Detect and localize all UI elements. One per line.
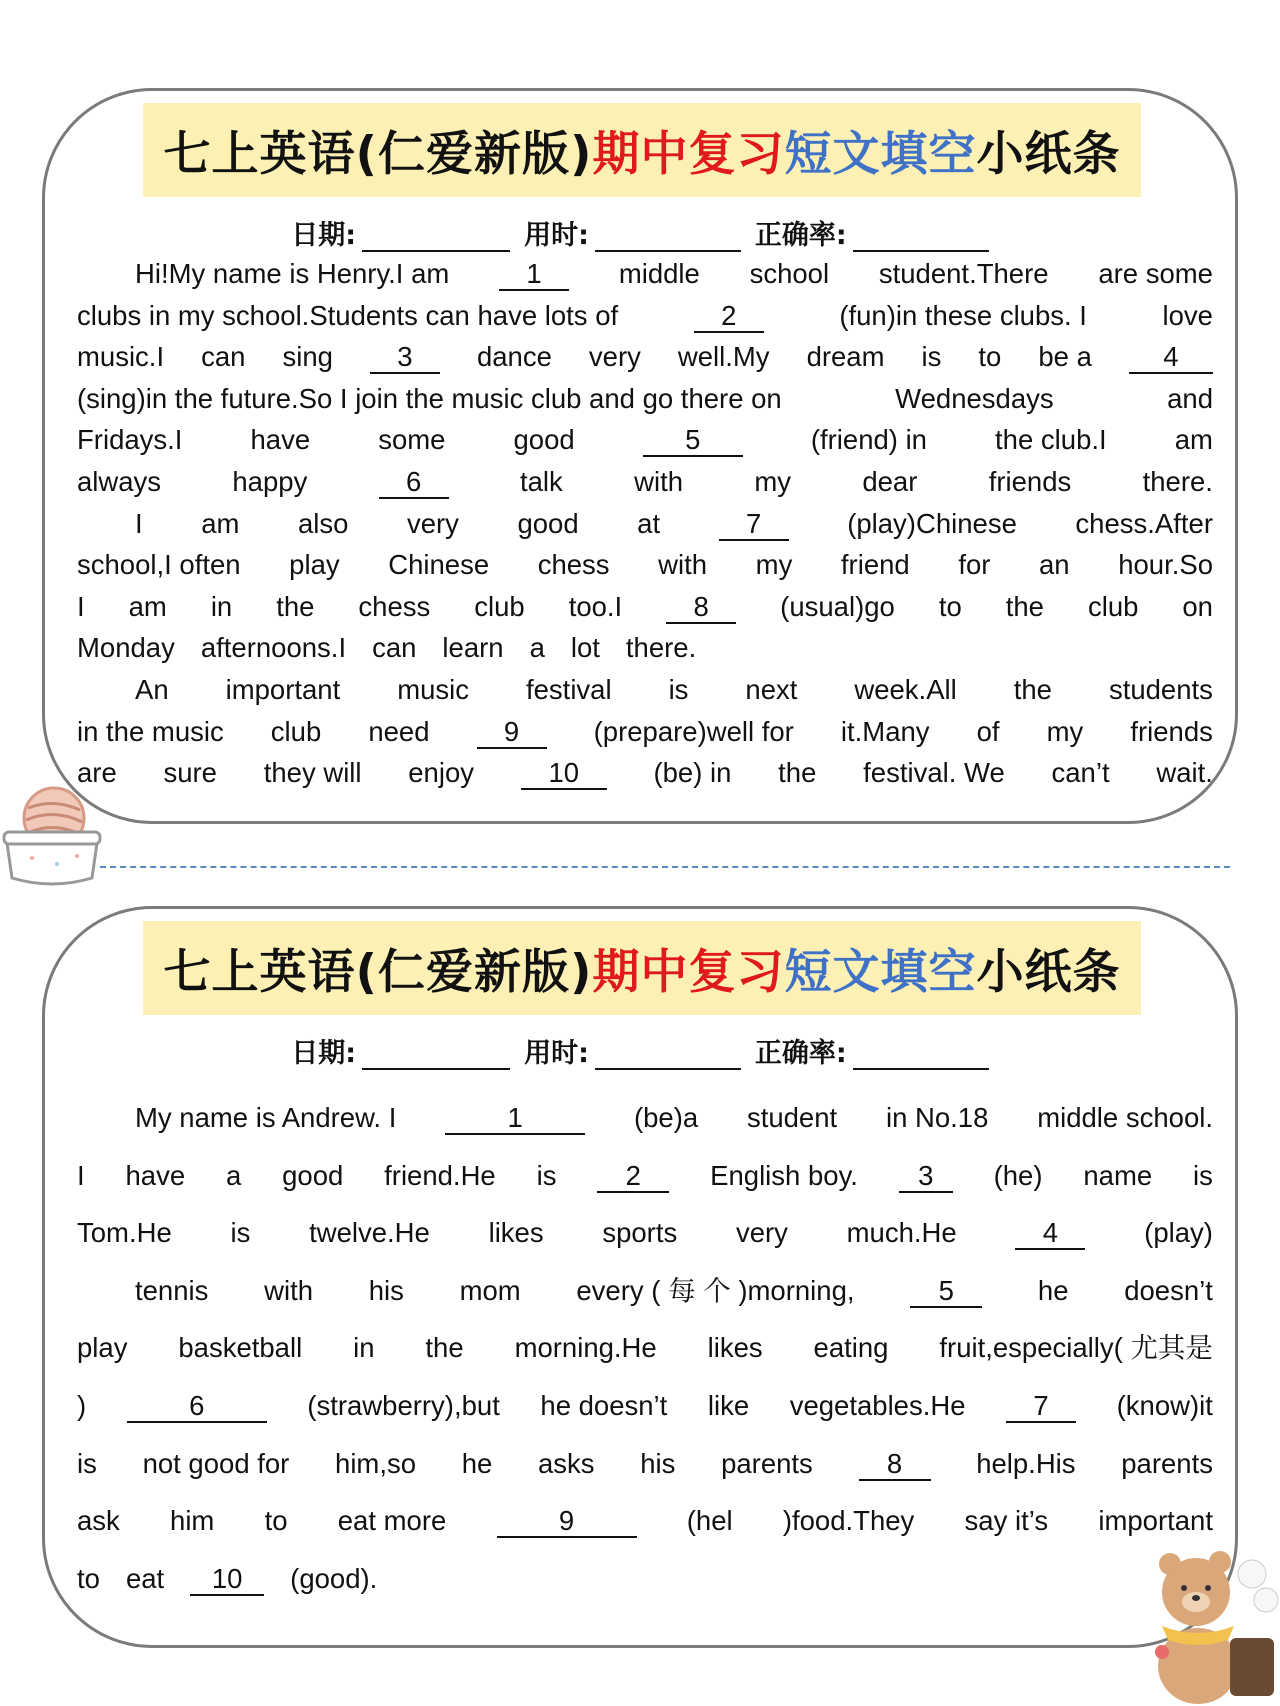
passage-word: learn <box>442 632 504 664</box>
answer-blank-3[interactable]: 3 <box>370 342 440 374</box>
title-part-4: 小纸条 <box>976 944 1121 1000</box>
passage-word: play <box>77 1332 128 1364</box>
passage-word: enjoy <box>408 757 475 789</box>
passage-word: important <box>225 673 341 705</box>
passage-word: likes <box>488 1217 544 1249</box>
passage-line <box>77 461 1213 503</box>
answer-blank-7[interactable]: 7 <box>719 509 789 541</box>
passage-word: good <box>282 1159 344 1191</box>
passage-word: can’t <box>1051 757 1110 789</box>
passage-line <box>77 295 1213 337</box>
passage-1 <box>77 253 1213 794</box>
answer-blank-6[interactable]: 6 <box>127 1391 267 1423</box>
passage-line <box>77 711 1213 753</box>
passage-line <box>77 627 1213 669</box>
passage-word: too.I <box>568 590 623 622</box>
passage-word: chess <box>358 590 431 622</box>
passage-word: students <box>1108 673 1213 705</box>
passage-word: much.He <box>846 1217 957 1249</box>
passage-word: (he) <box>993 1159 1043 1191</box>
passage-word: is <box>1193 1159 1213 1191</box>
passage-line <box>77 1262 1213 1320</box>
meta-row <box>45 1031 1235 1070</box>
time-field <box>524 1031 741 1070</box>
passage-line <box>77 1550 1213 1608</box>
passage-word: with <box>658 549 708 581</box>
passage-word: parents <box>1121 1447 1213 1479</box>
passage-word: middle <box>618 258 700 289</box>
passage-word: friends <box>1130 715 1213 747</box>
worksheet-card-1 <box>42 88 1238 824</box>
passage-word: next <box>745 673 798 705</box>
answer-blank-8[interactable]: 8 <box>859 1449 931 1481</box>
passage-word: my <box>1046 715 1084 747</box>
passage-word: (fun)in these clubs. I <box>839 299 1087 331</box>
title-part-3: 短文填空 <box>784 126 977 182</box>
passage-line <box>77 1204 1213 1262</box>
passage-word: are some <box>1098 258 1213 289</box>
passage-word: he doesn’t <box>540 1389 668 1421</box>
time-label: 用时: <box>524 1038 589 1069</box>
passage-word: (prepare)well for <box>593 715 794 747</box>
passage-word: festival <box>526 673 612 705</box>
passage-word: I <box>77 590 85 622</box>
passage-word: club <box>1087 590 1139 622</box>
passage-word: ) <box>77 1389 87 1421</box>
passage-word: to <box>978 341 1002 373</box>
passage-word: chess.After <box>1075 507 1213 539</box>
date-field <box>291 213 510 252</box>
passage-word: friend.He <box>384 1159 496 1191</box>
passage-word: (sing)in the future.So I join the music club and go there on <box>77 382 782 414</box>
passage-word: sports <box>602 1217 678 1249</box>
passage-word: they will <box>263 757 362 789</box>
passage-word: Chinese <box>388 549 490 581</box>
passage-word: (play) <box>1144 1217 1213 1249</box>
date-field <box>291 1031 510 1070</box>
bear-sticker-icon <box>1148 1540 1280 1706</box>
passage-word: eat <box>125 1562 165 1594</box>
passage-word: am <box>201 507 240 539</box>
passage-word: the <box>778 757 817 789</box>
passage-word: Hi!My name is Henry.I am <box>135 258 450 289</box>
passage-word: not good for <box>142 1447 290 1479</box>
passage-word: hour.So <box>1118 549 1213 581</box>
passage-word: Tom.He <box>77 1217 172 1249</box>
passage-word: (usual)go <box>780 590 895 622</box>
passage-word: friend <box>840 549 910 581</box>
passage-word: twelve.He <box>309 1217 430 1249</box>
passage-word: good <box>513 424 575 456</box>
answer-blank-1[interactable]: 1 <box>499 259 569 291</box>
passage-word: play <box>289 549 340 581</box>
answer-blank-5[interactable]: 5 <box>643 425 743 457</box>
passage-word: is <box>230 1217 251 1249</box>
passage-word: well.My <box>677 341 770 373</box>
accuracy-field <box>755 213 989 252</box>
passage-word: talk <box>519 465 563 497</box>
passage-word: I <box>77 1159 85 1191</box>
passage-word: with <box>634 465 684 497</box>
passage-word: always <box>77 465 162 497</box>
passage-word: (be)a <box>633 1102 699 1133</box>
passage-word: can <box>201 341 246 373</box>
time-label: 用时: <box>524 220 589 251</box>
passage-word: mom <box>459 1274 521 1306</box>
passage-word: love <box>1162 299 1213 331</box>
passage-word: him <box>170 1505 215 1537</box>
passage-word: am <box>128 590 167 622</box>
passage-word: help.His <box>976 1447 1076 1479</box>
passage-word: club <box>474 590 525 622</box>
answer-blank-1[interactable]: 1 <box>445 1103 585 1135</box>
dashed-divider <box>100 866 1230 868</box>
time-blank[interactable] <box>595 1042 741 1070</box>
title-part-2: 期中复习 <box>592 944 785 1000</box>
passage-line <box>77 586 1213 628</box>
passage-word: very <box>588 341 641 373</box>
passage-word: student.There <box>878 258 1049 289</box>
passage-word: to <box>77 1562 100 1594</box>
passage-word: can <box>372 632 417 664</box>
passage-word: school,I often <box>77 549 241 581</box>
answer-blank-4[interactable]: 4 <box>1129 342 1213 374</box>
passage-line <box>77 1377 1213 1435</box>
answer-blank-5[interactable]: 5 <box>910 1276 982 1308</box>
passage-line <box>77 669 1213 711</box>
answer-blank-2[interactable]: 2 <box>694 301 764 333</box>
passage-word: school <box>749 258 830 289</box>
passage-word: need <box>368 715 430 747</box>
passage-word: dear <box>862 465 918 497</box>
passage-word: on <box>1182 590 1213 622</box>
passage-word: him,so <box>335 1447 417 1479</box>
passage-word: Fridays.I <box>77 424 183 456</box>
passage-word: for <box>958 549 991 581</box>
accuracy-blank[interactable] <box>853 224 989 252</box>
passage-word: with <box>264 1274 313 1306</box>
passage-word: wait. <box>1156 757 1213 789</box>
passage-word: is <box>536 1159 557 1191</box>
passage-word: like <box>707 1389 750 1421</box>
passage-word: the club.I <box>995 424 1107 456</box>
passage-word: is <box>77 1447 97 1479</box>
passage-line <box>77 752 1213 794</box>
passage-word: (friend) in <box>810 424 927 456</box>
passage-word: sure <box>163 757 217 789</box>
passage-word: the <box>1005 590 1044 622</box>
accuracy-blank[interactable] <box>853 1042 989 1070</box>
worksheet-title <box>143 103 1141 197</box>
passage-word: middle school. <box>1037 1102 1213 1133</box>
passage-word: (hel <box>686 1505 733 1537</box>
passage-word: eat more <box>337 1505 447 1537</box>
passage-line <box>77 1147 1213 1205</box>
passage-word: to <box>264 1505 288 1537</box>
passage-line <box>77 544 1213 586</box>
passage-word: every ( 每 个 )morning, <box>576 1274 855 1306</box>
passage-word: the <box>425 1332 464 1364</box>
passage-line <box>77 1089 1213 1147</box>
passage-word: in No.18 <box>885 1102 989 1133</box>
passage-word: in <box>210 590 233 622</box>
passage-word: have <box>125 1159 186 1191</box>
passage-word: of <box>976 715 1000 747</box>
passage-word: friends <box>988 465 1072 497</box>
date-label: 日期: <box>291 1038 357 1069</box>
passage-word: (be) in <box>653 757 732 789</box>
passage-line <box>77 253 1213 295</box>
passage-word: morning.He <box>514 1332 657 1364</box>
passage-line <box>77 1492 1213 1550</box>
passage-line <box>77 419 1213 461</box>
answer-blank-6[interactable]: 6 <box>379 467 449 499</box>
passage-word: also <box>297 507 349 539</box>
answer-blank-2[interactable]: 2 <box>597 1161 669 1193</box>
passage-word: chess <box>537 549 610 581</box>
passage-word: tennis <box>135 1274 209 1306</box>
passage-word: An <box>135 673 169 705</box>
title-part-2: 期中复习 <box>592 126 785 182</box>
passage-word: it.Many <box>840 715 930 747</box>
passage-word: his <box>368 1274 404 1306</box>
passage-word: are <box>77 757 117 789</box>
answer-blank-4[interactable]: 4 <box>1015 1218 1085 1250</box>
answer-blank-9[interactable]: 9 <box>477 717 547 749</box>
answer-blank-9[interactable]: 9 <box>497 1506 637 1538</box>
passage-word: (good). <box>290 1562 378 1594</box>
passage-word: his <box>640 1447 676 1479</box>
title-part-1: 七上英语(仁爱新版) <box>163 944 593 1000</box>
passage-word: asks <box>538 1447 595 1479</box>
time-blank[interactable] <box>595 224 741 252</box>
passage-2 <box>77 1089 1213 1607</box>
passage-word: is <box>668 673 689 705</box>
passage-word: fruit,especially( 尤其是 <box>939 1332 1213 1364</box>
passage-word: and <box>1167 382 1213 414</box>
passage-line <box>77 336 1213 378</box>
date-label: 日期: <box>291 220 357 251</box>
passage-word: music.I <box>77 341 165 373</box>
passage-word: sing <box>282 341 333 373</box>
passage-word: very <box>406 507 459 539</box>
passage-word: Wednesdays <box>895 382 1054 414</box>
passage-word: is <box>921 341 942 373</box>
passage-word: vegetables.He <box>789 1389 966 1421</box>
passage-word: My name is Andrew. I <box>135 1102 397 1133</box>
passage-word: there. <box>1142 465 1213 497</box>
passage-word: very <box>735 1217 788 1249</box>
passage-word: week.All <box>854 673 957 705</box>
passage-word: dream <box>806 341 885 373</box>
yarn-basket-icon <box>2 778 102 888</box>
passage-word: name <box>1083 1159 1153 1191</box>
title-part-3: 短文填空 <box>784 944 977 1000</box>
passage-word: there. <box>625 632 697 664</box>
answer-blank-10[interactable]: 10 <box>190 1564 264 1596</box>
passage-word: the <box>276 590 315 622</box>
passage-line <box>77 503 1213 545</box>
passage-line <box>77 1319 1213 1377</box>
passage-word: (play)Chinese <box>847 507 1017 539</box>
passage-word: eating <box>813 1332 889 1364</box>
passage-word: in the music <box>77 715 224 747</box>
passage-word: a <box>529 632 545 664</box>
worksheet-title <box>143 921 1141 1015</box>
passage-word: important <box>1098 1505 1213 1537</box>
passage-word: happy <box>232 465 308 497</box>
accuracy-field <box>755 1031 989 1070</box>
passage-word: in <box>353 1332 375 1364</box>
passage-word: the <box>1013 673 1052 705</box>
passage-word: he <box>1037 1274 1069 1306</box>
passage-word: am <box>1174 424 1213 456</box>
passage-word: have <box>250 424 311 456</box>
passage-word: he <box>461 1447 493 1479</box>
passage-word: likes <box>707 1332 763 1364</box>
passage-word: (know)it <box>1116 1389 1213 1421</box>
title-part-4: 小纸条 <box>976 126 1121 182</box>
meta-row <box>45 213 1235 252</box>
accuracy-label: 正确率: <box>754 1038 847 1069</box>
passage-word: Monday <box>77 632 175 664</box>
passage-word: ask <box>77 1505 120 1537</box>
passage-word: a <box>225 1159 242 1191</box>
passage-word: clubs in my school.Students can have lots of <box>77 299 619 331</box>
passage-word: doesn’t <box>1124 1274 1213 1306</box>
answer-blank-10[interactable]: 10 <box>521 758 607 790</box>
passage-word: say it’s <box>964 1505 1049 1537</box>
passage-word: good <box>517 507 579 539</box>
passage-word: some <box>378 424 446 456</box>
date-blank[interactable] <box>362 224 510 252</box>
passage-word: at <box>637 507 661 539</box>
answer-blank-8[interactable]: 8 <box>666 592 736 624</box>
passage-word: basketball <box>178 1332 303 1364</box>
answer-blank-7[interactable]: 7 <box>1006 1391 1076 1423</box>
passage-word: parents <box>721 1447 813 1479</box>
passage-word: dance <box>476 341 552 373</box>
worksheet-card-2 <box>42 906 1238 1648</box>
time-field <box>524 213 741 252</box>
passage-word: lot <box>570 632 600 664</box>
date-blank[interactable] <box>362 1042 510 1070</box>
passage-word: an <box>1039 549 1070 581</box>
passage-word: my <box>755 549 793 581</box>
passage-word: be a <box>1038 341 1092 373</box>
passage-word: music <box>397 673 470 705</box>
passage-word: )food.They <box>782 1505 915 1537</box>
passage-word: afternoons.I <box>200 632 347 664</box>
passage-word: (strawberry),but <box>307 1389 500 1421</box>
passage-word: English boy. <box>710 1159 858 1191</box>
answer-blank-3[interactable]: 3 <box>899 1161 953 1193</box>
passage-word: my <box>754 465 792 497</box>
passage-line <box>77 1435 1213 1493</box>
accuracy-label: 正确率: <box>754 220 847 251</box>
passage-word: festival. We <box>863 757 1005 789</box>
passage-line <box>77 378 1213 420</box>
passage-word: club <box>270 715 322 747</box>
passage-word: student <box>746 1102 838 1133</box>
passage-word: I <box>135 507 143 539</box>
passage-word: to <box>938 590 962 622</box>
title-part-1: 七上英语(仁爱新版) <box>163 126 593 182</box>
